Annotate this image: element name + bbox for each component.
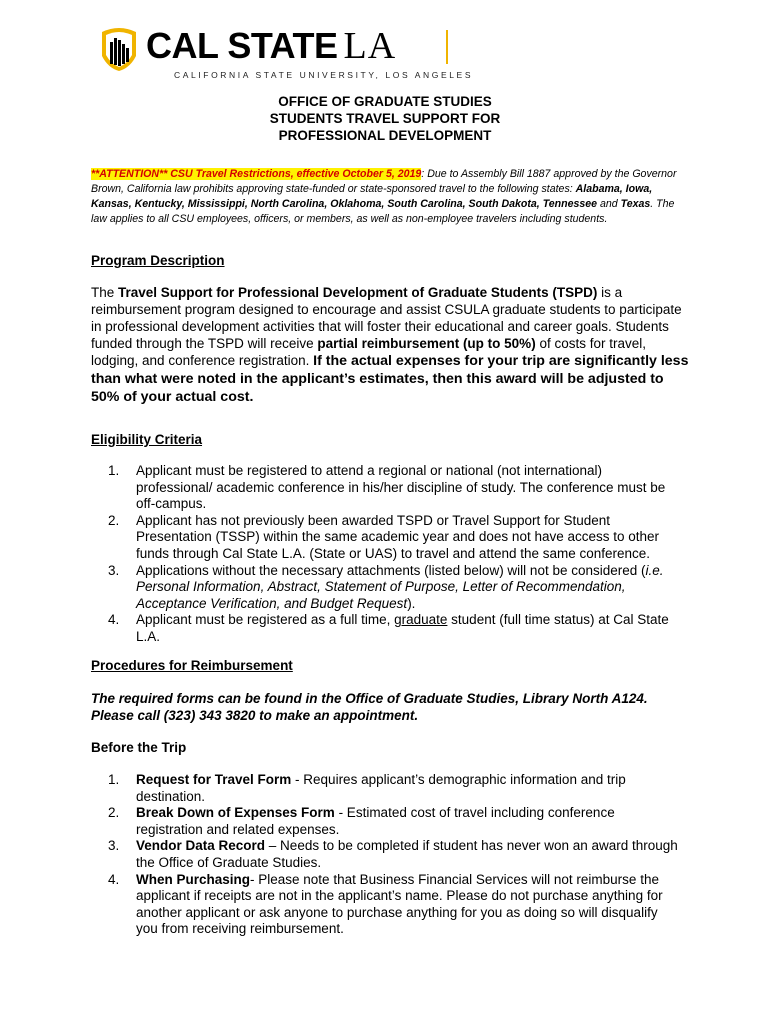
list-item: 4. When Purchasing- Please note that Business Financial Services will not reimburse the applicant if receipts are not in the applicant’s name. Please do not purchase anything for another applicant or ask anyone to purchase anything for you as doing so will disqualify you from receiving reimbursement.	[108, 871, 663, 937]
logo-subtitle: CALIFORNIA STATE UNIVERSITY, LOS ANGELES	[174, 70, 474, 80]
restricted-states: Alabama, Iowa, Kansas, Kentucky, Mississippi, North Carolina, Oklahoma, South Carolina, South Dakota, Tennessee	[91, 183, 653, 210]
list-item: 1. Request for Travel Form - Requires applicant’s demographic information and trip destination.	[108, 772, 626, 804]
cal-state-la-logo	[100, 25, 474, 82]
document-title	[0, 93, 770, 144]
cal-state-la-emblem-icon	[100, 26, 138, 72]
list-item: 4. Applicant must be registered as a full time, graduate student (full time status) at Cal State L.A.	[108, 612, 669, 644]
logo-divider	[446, 30, 448, 64]
forms-location-note: The required forms can be found in the Office of Graduate Studies, Library North A124. Please call (323) 343 3820 to make an appointment.	[91, 691, 648, 723]
list-item: 3. Vendor Data Record – Needs to be completed if student has never won an award through the Office of Graduate Studies.	[108, 838, 678, 870]
list-item: 1. Applicant must be registered to attend a regional or national (not international) professional/ academic conference in his/her discipline of study. The conference must be off-campus.	[108, 463, 666, 512]
title-line-3: PROFESSIONAL DEVELOPMENT	[278, 128, 492, 143]
list-item: 2. Break Down of Expenses Form - Estimated cost of travel including conference registration and related expenses.	[108, 805, 615, 837]
list-item: 3. Applications without the necessary attachments (listed below) will not be considered (i.e. Personal Information, Abstract, Statement of Purpose, Letter of Recommendation, Acceptance Verification, and Budget Request).	[108, 562, 664, 611]
title-line-1: OFFICE OF GRADUATE STUDIES	[278, 94, 492, 109]
logo-wordmark: CAL STATE LA	[146, 25, 397, 67]
before-trip-list	[108, 772, 678, 938]
procedures-heading: Procedures for Reimbursement	[91, 658, 293, 673]
title-line-2: STUDENTS TRAVEL SUPPORT FOR	[269, 111, 501, 126]
before-trip-heading: Before the Trip	[91, 740, 187, 755]
attention-notice: **ATTENTION** CSU Travel Restrictions, effective October 5, 2019: Due to Assembly Bill 1887 approved by the Governor Brown, California law prohibits approving state-funded or state-sponsored travel to the following states: Alabama, Iowa, Kansas, Kentucky, Mississippi, North Carolina, Oklahoma, South Carolina, South Dakota, Tennessee and Texas. The law applies to all CSU employees, officers, or members, as well as non-employee travelers including students.	[91, 168, 677, 225]
program-description-heading: Program Description	[91, 253, 225, 268]
attention-highlight: **ATTENTION** CSU Travel Restrictions, effective October 5, 2019	[91, 168, 422, 180]
eligibility-criteria-heading: Eligibility Criteria	[91, 432, 203, 447]
eligibility-list	[108, 463, 678, 646]
program-description-text: The Travel Support for Professional Development of Graduate Students (TSPD) is a reimbursement program designed to encourage and assist CSULA graduate students to participate in professional development activities that will foster their educational and career goals. Students funded through the TSPD will receive partial reimbursement (up to 50%) of costs for travel, lodging, and conference registration. If the actual expenses for your trip are significantly less than what were noted in the applicant’s estimates, then this award will be adjusted to 50% of your actual cost.	[91, 285, 689, 405]
list-item: 2. Applicant has not previously been awarded TSPD or Travel Support for Student Presentation (TSSP) within the same academic year and does not have access to other funds through Cal State L.A. (State or UAS) to travel and attend the same conference.	[108, 512, 660, 561]
